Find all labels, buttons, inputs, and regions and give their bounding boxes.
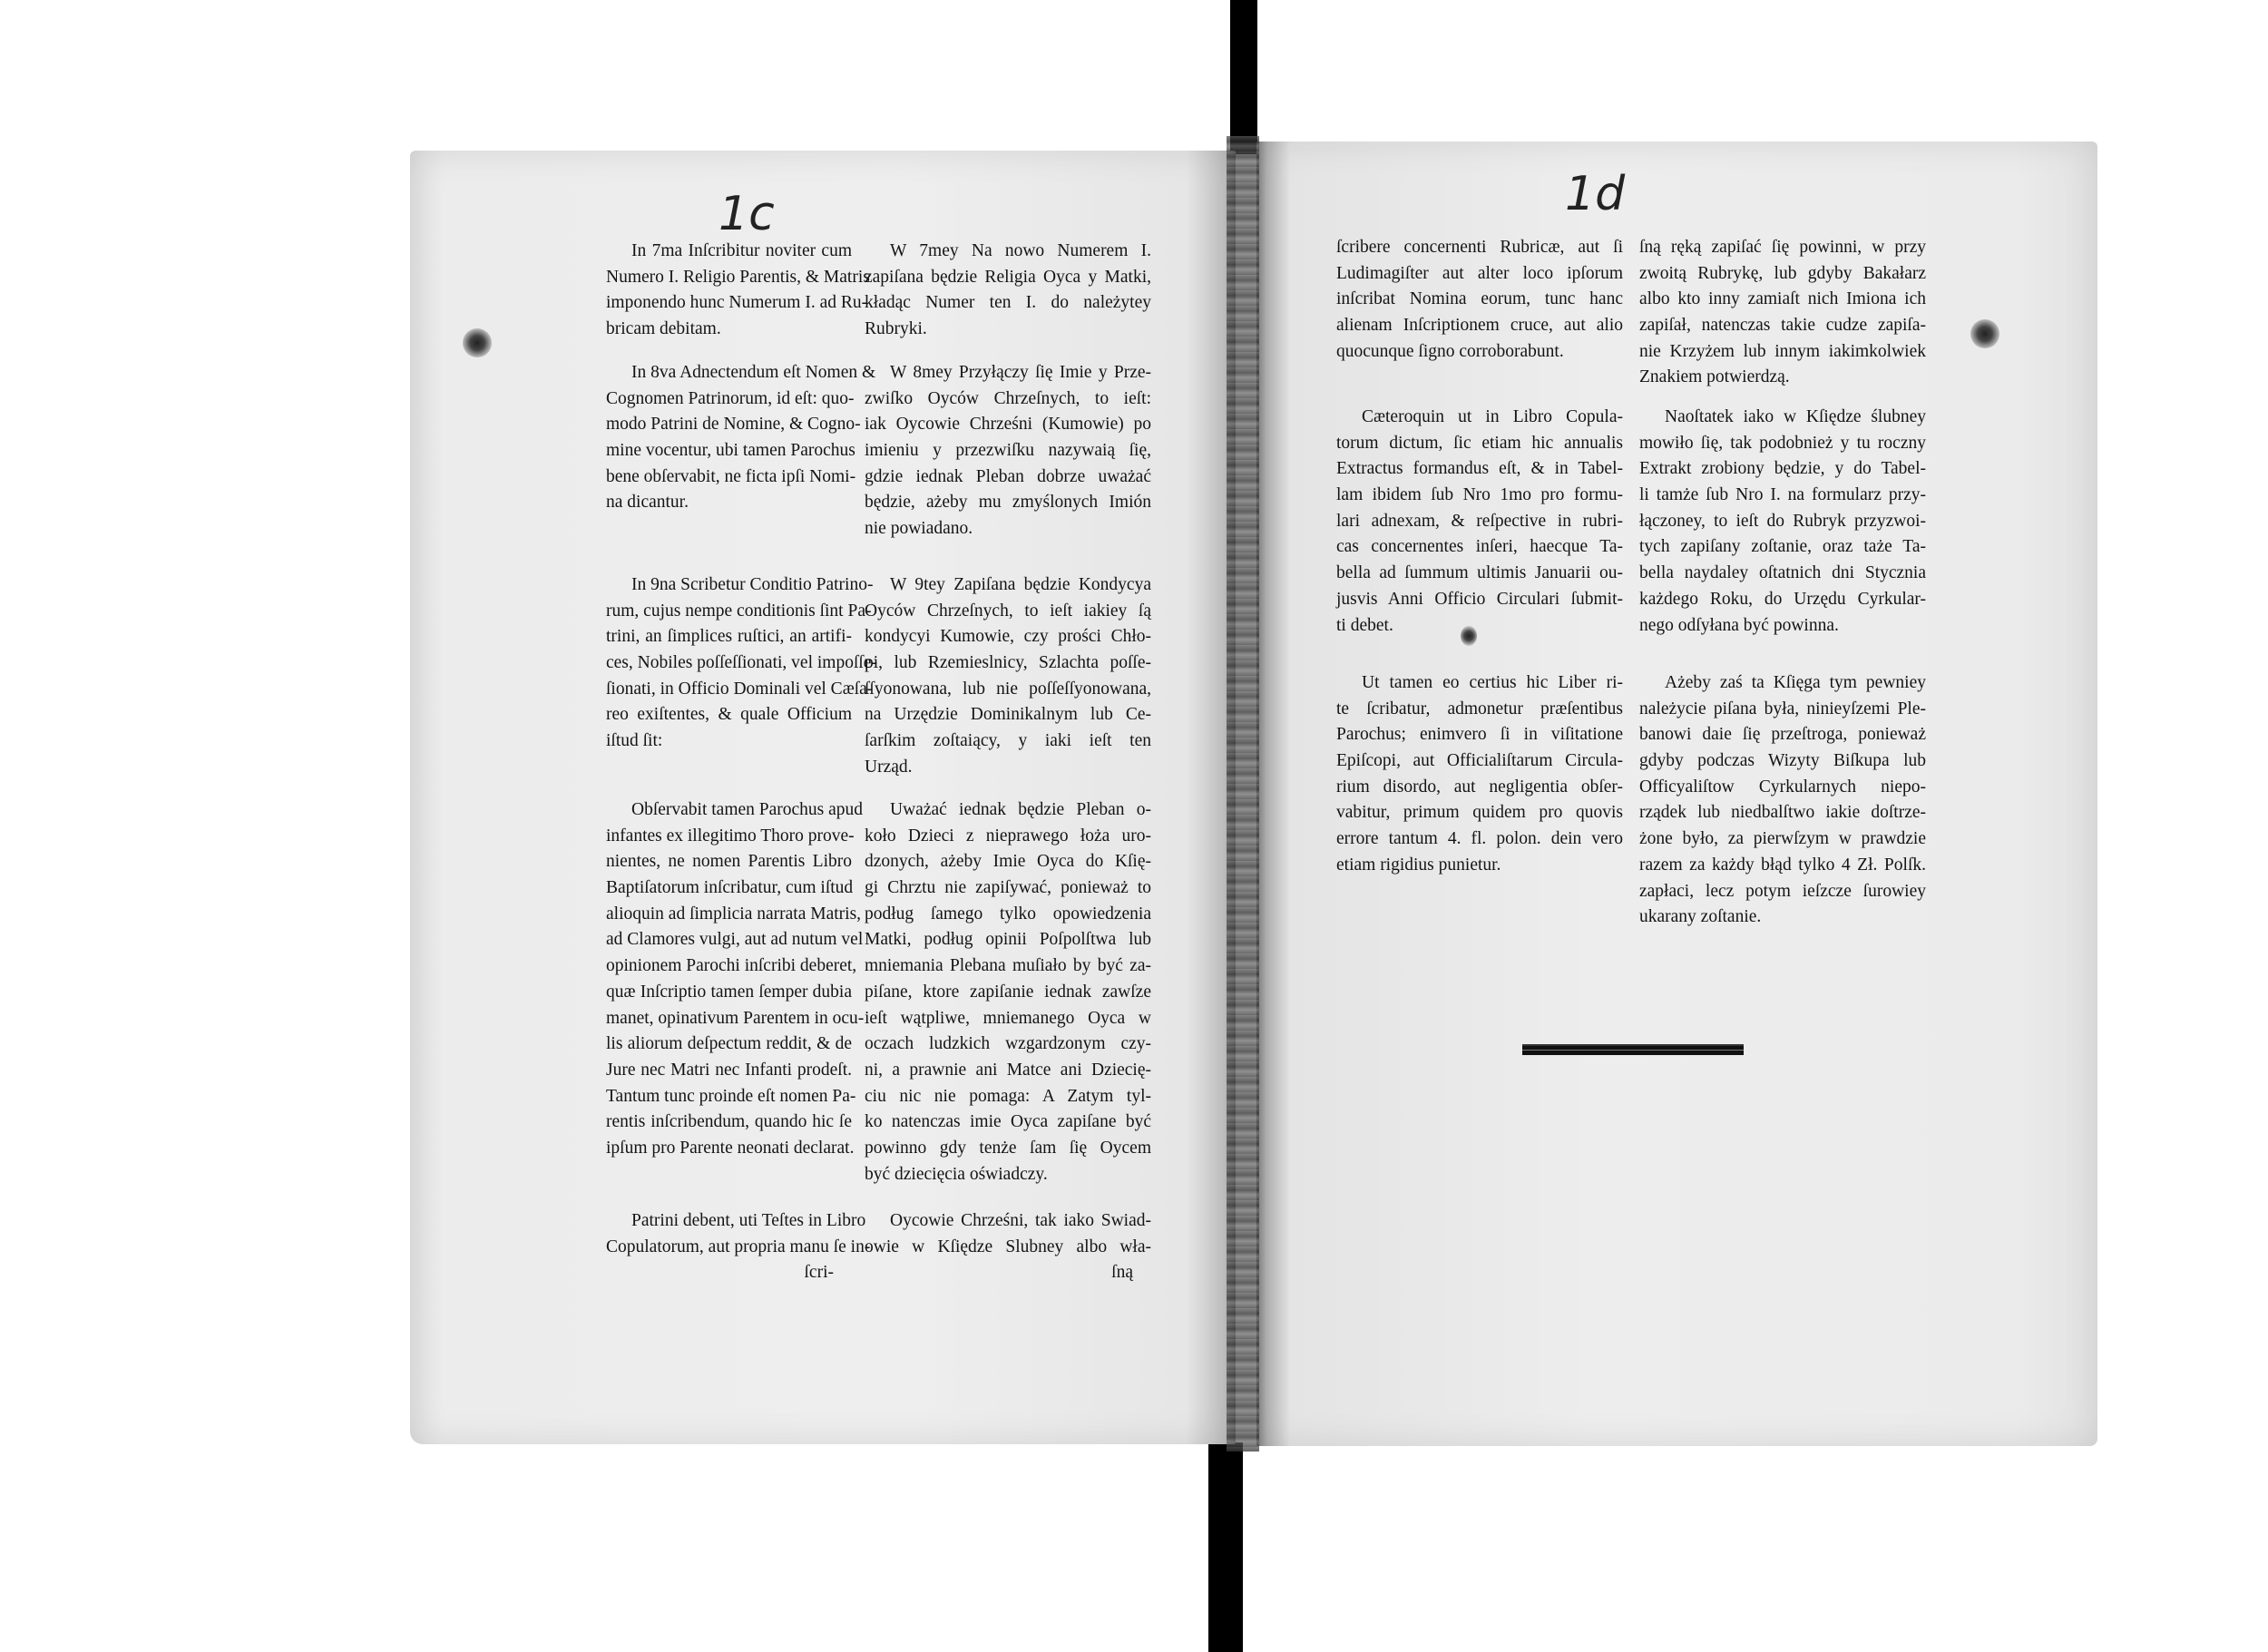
text-line: zapiſał, natenczas takie cudze zapiſa- bbox=[1639, 316, 1926, 336]
paragraph bbox=[865, 572, 1151, 781]
text-line: ukarany zoſtanie. bbox=[1639, 907, 1762, 927]
paragraph bbox=[1336, 235, 1623, 365]
text-line: imieniu y przezwiſku nazywaią ſię, bbox=[865, 441, 1151, 461]
text-line: gdzie iednak Pleban dobrze uważać bbox=[865, 466, 1151, 486]
text-line: Rubryki. bbox=[865, 319, 927, 339]
text-line: quæ Inſcriptio tamen ſemper dubia bbox=[606, 982, 852, 1002]
text-line: modo Patrini de Nomine, & Cogno- bbox=[606, 415, 861, 435]
paragraph bbox=[606, 572, 877, 755]
text-line: gdyby podczas Wizyty Biſkupa lub bbox=[1639, 751, 1926, 771]
text-line: nientes, ne nomen Parentis Libro bbox=[606, 852, 852, 872]
text-line: Uważać iednak będzie Pleban o- bbox=[890, 800, 1151, 819]
text-line: nego odſyłana być powinna. bbox=[1639, 615, 1839, 635]
text-line: Extractus formandus eſt, & in Tabel- bbox=[1336, 459, 1623, 479]
text-line: manet, opinativum Parentem in ocu- bbox=[606, 1008, 865, 1028]
text-line: mowiło ſię, tak podobnież y tu roczny bbox=[1639, 433, 1926, 453]
text-line: Officyaliſtow Cyrkularnych niepo- bbox=[1639, 777, 1926, 797]
text-line: Matki, podług opinii Poſpolſtwa lub bbox=[865, 930, 1151, 950]
text-line: imponendo hunc Numerum I. ad Ru- bbox=[606, 293, 868, 313]
scan-background-bottom bbox=[1208, 1442, 1243, 1652]
text-line: bene obſervabit, ne ficta ipſi Nomi- bbox=[606, 466, 856, 486]
text-line: Parochus; enimvero ſi in viſitatione bbox=[1336, 725, 1623, 745]
book-spine bbox=[1227, 136, 1259, 1452]
text-line: Tantum tunc proinde eſt nomen Pa- bbox=[606, 1086, 856, 1106]
text-line: Extrakt zrobiony będzie, y do Tabel- bbox=[1639, 459, 1926, 479]
paragraph bbox=[1336, 670, 1623, 879]
text-line: W 8mey Przyłączy ſię Imie y Prze- bbox=[890, 363, 1151, 382]
text-line: Cæteroquin ut in Libro Copula- bbox=[1362, 407, 1623, 426]
text-line: cas concernentes inſeri, haecque Ta- bbox=[1336, 537, 1623, 557]
text-line: mine vocentur, ubi tamen Parochus bbox=[606, 441, 855, 461]
text-line: Copulatorum, aut propria manu ſe in- bbox=[606, 1237, 871, 1256]
text-line: banowi daie ſię przeſtroga, ponieważ bbox=[1639, 725, 1926, 745]
catchword: ſcri- bbox=[804, 1263, 834, 1283]
text-line: ſcribere concernenti Rubricæ, aut ſi bbox=[1336, 238, 1623, 257]
text-line: alienam Inſcriptionem cruce, aut alio bbox=[1336, 316, 1623, 336]
text-line: ſionati, in Officio Dominali vel Cæſa- bbox=[606, 679, 874, 699]
text-line: powinno gdy tenże ſam ſię Oycem bbox=[865, 1138, 1151, 1158]
text-line: pi, lub Rzemieslnicy, Szlachta poſſe- bbox=[865, 653, 1151, 673]
handwritten-page-number: 1d bbox=[1565, 167, 1626, 221]
text-line: ieſt wątpliwe, mniemanego Oyca w bbox=[865, 1008, 1151, 1028]
text-line: każdego Roku, do Urzędu Cyrkular- bbox=[1639, 589, 1926, 609]
text-line: lari adnexam, & reſpective in rubri- bbox=[1336, 511, 1623, 531]
text-line: W 9tey Zapiſana będzie Kondycya bbox=[890, 575, 1151, 594]
text-line: Naoſtatek iako w Kſiędze ślubney bbox=[1665, 407, 1926, 426]
paragraph bbox=[606, 797, 865, 1162]
text-line: vabitur, primum quidem pro quovis bbox=[1336, 803, 1623, 823]
text-line: kondycyi Kumowie, czy prości Chło- bbox=[865, 627, 1151, 647]
text-line: żone było, za pierwſzym w prawdzie bbox=[1639, 829, 1926, 849]
text-line: ciu nic nie pomaga: A Zatym tyl- bbox=[865, 1086, 1151, 1106]
paragraph bbox=[1639, 405, 1926, 639]
text-line: Urząd. bbox=[865, 757, 913, 777]
paragraph bbox=[865, 1208, 1151, 1286]
catchword: ſną bbox=[1111, 1263, 1133, 1283]
text-line: kładąc Numer ten I. do należytey bbox=[865, 293, 1151, 313]
text-line: owie w Kſiędze Slubney albo wła- bbox=[865, 1237, 1151, 1256]
text-line: podług ſamego tylko opowiedzenia bbox=[865, 904, 1151, 924]
text-line: nie powiadano. bbox=[865, 519, 973, 539]
text-line: lam ibidem ſub Nro 1mo pro formu- bbox=[1336, 485, 1623, 505]
text-line: bella ad ſummum ultimis Januarii ou- bbox=[1336, 563, 1623, 583]
text-line: zapiſana będzie Religia Oyca y Matki, bbox=[865, 267, 1151, 287]
text-line: ko natenczas imie Oyca zapiſane być bbox=[865, 1112, 1151, 1132]
text-line: zapłaci, lecz potym ieſzcze ſurowiey bbox=[1639, 881, 1926, 901]
text-line: rium disordo, aut negligentia obſer- bbox=[1336, 777, 1623, 797]
text-line: etiam rigidius punietur. bbox=[1336, 855, 1501, 875]
text-line: ad Clamores vulgi, aut ad nutum vel bbox=[606, 930, 864, 950]
ink-spot bbox=[463, 328, 492, 357]
text-line: trini, an ſimplices ruſtici, an artifi- bbox=[606, 627, 852, 647]
text-line: infantes ex illegitimo Thoro prove- bbox=[606, 826, 855, 846]
text-line: In 9na Scribetur Conditio Patrino- bbox=[631, 575, 874, 594]
text-line: Oyców Chrzeſnych, to ieſt iakiey ſą bbox=[865, 601, 1151, 621]
text-line: nie Krzyżem lub innym iakimkolwiek bbox=[1639, 341, 1926, 361]
text-line: iſtud ſit: bbox=[606, 731, 663, 751]
text-line: Patrini debent, uti Teſtes in Libro bbox=[631, 1211, 866, 1230]
text-line: zwoitą Rubrykę, lub gdyby Bakałarz bbox=[1639, 263, 1926, 283]
text-line: torum dictum, ſic etiam hic annualis bbox=[1336, 433, 1623, 453]
text-line: będzie, ażeby mu zmyślonych Imión bbox=[865, 493, 1151, 513]
text-line: rentis inſcribendum, quando hic ſe bbox=[606, 1112, 852, 1132]
ink-spot bbox=[1970, 319, 1999, 348]
text-line: te ſcribatur, admonetur præſentibus bbox=[1336, 699, 1623, 718]
end-rule bbox=[1522, 1044, 1744, 1055]
paragraph bbox=[606, 239, 870, 343]
text-line: ſną ręką zapiſać ſię powinni, w przy bbox=[1639, 238, 1926, 257]
paragraph bbox=[865, 797, 1151, 1188]
text-line: oczach ludzkich wzgardzonym czy- bbox=[865, 1034, 1151, 1054]
text-line: rządek lub niedbalſtwo iakie doſtrze- bbox=[1639, 803, 1926, 823]
text-line: Ut tamen eo certius hic Liber ri- bbox=[1362, 673, 1623, 692]
text-line: Oycowie Chrześni, tak iako Swiad- bbox=[890, 1211, 1151, 1230]
text-line: rum, cujus nempe conditionis ſint Pa- bbox=[606, 601, 872, 621]
text-line: Obſervabit tamen Parochus apud bbox=[631, 800, 864, 819]
text-line: na dicantur. bbox=[606, 493, 689, 513]
paragraph bbox=[865, 360, 1151, 543]
text-line: ſſyonowana, lub nie poſſeſſyonowana, bbox=[865, 679, 1151, 699]
text-line: dzonych, ażeby Imie Oyca do Kſię- bbox=[865, 852, 1151, 872]
text-line: ſarſkim zoſtaiący, y iaki ieſt ten bbox=[865, 731, 1151, 751]
scan-background-top bbox=[1230, 0, 1257, 154]
text-line: ipſum pro Parente neonati declarat. bbox=[606, 1138, 855, 1158]
text-line: bella naydaley oſtatnich dni Stycznia bbox=[1639, 563, 1926, 583]
text-line: ces, Nobiles poſſeſſionati, vel impoſſe- bbox=[606, 653, 877, 673]
text-line: gi Chrztu nie zapiſywać, ponieważ to bbox=[865, 878, 1151, 898]
paragraph bbox=[1639, 670, 1926, 931]
text-line: ti debet. bbox=[1336, 615, 1393, 635]
text-line: Epiſcopi, aut Officialiſtarum Circula- bbox=[1336, 751, 1623, 771]
paragraph bbox=[1336, 405, 1623, 639]
text-line: należycie piſana była, ninieyſzemi Ple- bbox=[1639, 699, 1926, 718]
text-line: bricam debitam. bbox=[606, 319, 721, 339]
text-line: W 7mey Na nowo Numerem I. bbox=[890, 241, 1151, 260]
text-line: Znakiem potwierdzą. bbox=[1639, 367, 1790, 387]
text-line: li tamże ſub Nro I. na formularz przy- bbox=[1639, 485, 1926, 505]
text-line: na Urzędzie Dominikalnym lub Ce- bbox=[865, 705, 1151, 725]
text-line: piſane, ktore zapiſanie iednak zawſze bbox=[865, 982, 1151, 1002]
text-line: errore tantum 4. fl. polon. dein vero bbox=[1336, 829, 1623, 849]
text-line: Ludimagiſter aut alter loco ipſorum bbox=[1336, 263, 1623, 283]
paragraph bbox=[865, 239, 1151, 343]
text-line: Cognomen Patrinorum, id eſt: quo- bbox=[606, 388, 855, 408]
text-line: łączoney, to ieſt do Rubryk przyzwoi- bbox=[1639, 511, 1926, 531]
text-line: koło Dzieci z nieprawego łoża uro- bbox=[865, 826, 1151, 846]
text-line: alioquin ad ſimplicia narrata Matris, bbox=[606, 904, 862, 924]
text-line: albo kto inny zamiaſt nich Imiona ich bbox=[1639, 289, 1926, 309]
paragraph bbox=[606, 1208, 871, 1286]
text-line: opinionem Parochi inſcribi deberet, bbox=[606, 956, 857, 976]
text-line: lis aliorum deſpectum reddit, & de bbox=[606, 1034, 852, 1054]
text-line: tych zapiſany zoſtanie, oraz taże Ta- bbox=[1639, 537, 1926, 557]
text-line: inſcribat Nomina eorum, tunc hanc bbox=[1336, 289, 1623, 309]
text-line: reo exiſtentes, & quale Officium bbox=[606, 705, 852, 725]
text-line: In 7ma Inſcribitur noviter cum bbox=[631, 241, 852, 260]
text-line: Jure nec Matri nec Infanti prodeſt. bbox=[606, 1060, 852, 1080]
text-line: In 8va Adnectendum eſt Nomen & bbox=[631, 363, 876, 382]
text-line: być dziecięcia oświadczy. bbox=[865, 1164, 1048, 1184]
paragraph bbox=[606, 360, 876, 516]
text-line: Baptiſatorum inſcribatur, cum iſtud bbox=[606, 878, 854, 898]
text-line: iak Oycowie Chrześni (Kumowie) po bbox=[865, 415, 1151, 435]
text-line: razem za każdy błąd tylko 4 Zł. Polſk. bbox=[1639, 855, 1926, 875]
text-line: Numero I. Religio Parentis, & Matris bbox=[606, 267, 870, 287]
paragraph bbox=[1639, 235, 1926, 391]
text-line: jusvis Anni Officio Circulari ſubmit- bbox=[1336, 589, 1623, 609]
text-line: zwiſko Oyców Chrzeſnych, to ieſt: bbox=[865, 388, 1151, 408]
handwritten-page-number: 1c bbox=[719, 187, 775, 241]
text-line: Ażeby zaś ta Kſięga tym pewniey bbox=[1665, 673, 1926, 692]
text-line: ni, a prawnie ani Matce ani Dziecię- bbox=[865, 1060, 1151, 1080]
text-line: quocunque ſigno corroborabunt. bbox=[1336, 341, 1564, 361]
text-line: mniemania Plebana muſiało by być za- bbox=[865, 956, 1151, 976]
